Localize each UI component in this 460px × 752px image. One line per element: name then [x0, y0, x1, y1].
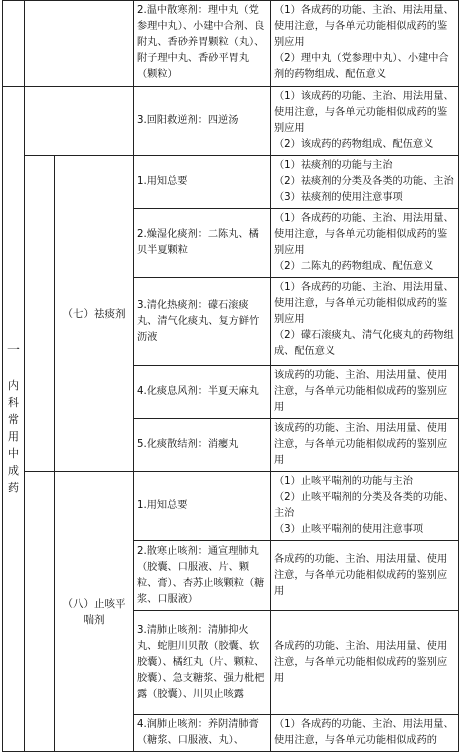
subunit-text: 5.化痰散结剂：消瘿丸	[137, 439, 239, 450]
subunit-text: 3.清肺止咳剂：清肺抑火丸、蛇胆川贝散（胶囊、软胶囊）、橘红丸（片、颗粒、胶囊）、急支糖浆、强力枇杷露（胶囊）、川贝止咳露	[137, 624, 265, 700]
requirement-cell	[271, 87, 459, 156]
requirement-cell	[271, 366, 459, 419]
subunit-cell	[134, 366, 271, 419]
table-row	[3, 472, 459, 541]
requirement-text: （1）各成药的功能、主治、用法用量、使用注意，与各单元功能相似成药的鉴别应用	[274, 282, 454, 325]
requirement-text: （1）该成药的功能、主治、用法用量、使用注意，与各单元功能相似成药的鉴别应用	[274, 91, 454, 134]
syllabus-table	[2, 0, 459, 752]
requirement-text: 该成药的功能、主治、用法用量、使用注意，与各单元功能相似成药的鉴别应用	[274, 423, 448, 466]
table-row	[3, 156, 459, 209]
requirement-text: （3）止咳平喘剂的使用注意事项	[274, 524, 424, 535]
chapter-cell	[3, 87, 25, 752]
section-label-zhike: （八）止咳平 喘剂	[55, 472, 134, 752]
subunit-cell	[134, 1, 271, 87]
requirement-text: （1）各成药的功能、主治、用法用量、使用注意，与各单元功能相似成药的鉴别应用	[274, 5, 454, 48]
requirement-text: （2）理中丸（党参理中丸）、小建中合剂的药物组成、配伍意义	[274, 53, 449, 80]
requirement-text: （2）止咳平喘剂的分类及各类的功能、主治	[274, 492, 454, 519]
section-cell-empty	[25, 87, 134, 156]
requirement-cell	[271, 1, 459, 87]
requirement-cell	[271, 278, 459, 366]
subunit-cell	[134, 278, 271, 366]
subunit-cell	[134, 472, 271, 541]
subunit-text: 1.用知总要	[137, 500, 188, 511]
requirement-text: （2）祛痰剂的分类及各类的功能、主治（3）祛痰剂的使用注意事项	[274, 176, 454, 203]
requirement-text: （2）该成药的药物组成、配伍意义	[274, 139, 434, 150]
subunit-cell	[134, 541, 271, 611]
subunit-text: 2.燥湿化痰剂：二陈丸、橘贝半夏颗粒	[137, 229, 259, 256]
chapter-numeral: 一	[6, 342, 20, 358]
subunit-cell	[134, 209, 271, 278]
table-row	[3, 1, 459, 87]
requirement-cell	[271, 156, 459, 209]
section-cell-prev	[25, 1, 134, 87]
requirement-text: 各成药的功能、主治、用法用量、使用注意，与各单元功能相似成药的鉴别应用	[274, 553, 448, 597]
section-indent-cell	[25, 472, 55, 752]
subunit-cell	[134, 419, 271, 472]
requirement-text: （2）二陈丸的药物组成、配伍意义	[274, 261, 434, 272]
subunit-text: 1.用知总要	[137, 176, 188, 187]
chapter-title: 内 科 常 用 中 成 药	[8, 378, 19, 494]
subunit-cell	[134, 87, 271, 156]
subunit-cell	[134, 156, 271, 209]
requirement-cell	[271, 541, 459, 611]
subunit-text: 3.清化热痰剂：礞石滚痰丸、清气化痰丸、复方鲜竹沥液	[137, 299, 260, 343]
requirement-cell	[271, 715, 459, 752]
subunit-text: 3.回阳救逆剂：四逆汤	[137, 115, 239, 126]
requirement-cell	[271, 472, 459, 541]
requirement-text: （1）止咳平喘剂的功能与主治	[274, 476, 413, 487]
section-label-qutan: （七）祛痰剂	[55, 156, 134, 472]
subunit-cell	[134, 715, 271, 752]
table-row	[3, 87, 459, 156]
section-indent-cell	[25, 156, 55, 472]
subunit-text: 2.散寒止咳剂：通宣理肺丸（胶囊、口服液、片、颗粒、膏）、杏苏止咳颗粒（糖浆、口服液）	[137, 545, 265, 605]
chapter-cell-prev	[3, 1, 25, 87]
subunit-cell	[134, 611, 271, 715]
requirement-text: （2）礞石滚痰丸、清气化痰丸的药物组成、配伍意义	[274, 330, 454, 357]
subunit-text: 2.温中散寒剂：理中丸（党参理中丸）、小建中合剂、良附丸、香砂养胃颗粒（丸）、附子理中丸、香砂平胃丸（颗粒）	[137, 5, 265, 80]
requirement-text: 各成药的功能、主治、用法用量、使用注意，与各单元功能相似成药的鉴别应用	[274, 640, 448, 684]
subunit-text: 4.化痰息风剂：半夏天麻丸	[137, 386, 259, 397]
requirement-text: （1）各成药的功能、主治、用法用量、使用注意，与各单元功能相似成药的	[274, 719, 454, 746]
requirement-text: （1）各成药的功能、主治、用法用量、使用注意，与各单元功能相似成药的鉴别应用	[274, 213, 454, 256]
requirement-cell	[271, 419, 459, 472]
requirement-cell	[271, 209, 459, 278]
subunit-text: 4.润肺止咳剂：养阴清肺膏（糖浆、口服液、丸）、	[137, 719, 259, 746]
requirement-text: （1）祛痰剂的功能与主治	[274, 160, 393, 171]
requirement-text: 该成药的功能、主治、用法用量、使用注意，与各单元功能相似成药的鉴别应用	[274, 370, 448, 413]
requirement-cell	[271, 611, 459, 715]
